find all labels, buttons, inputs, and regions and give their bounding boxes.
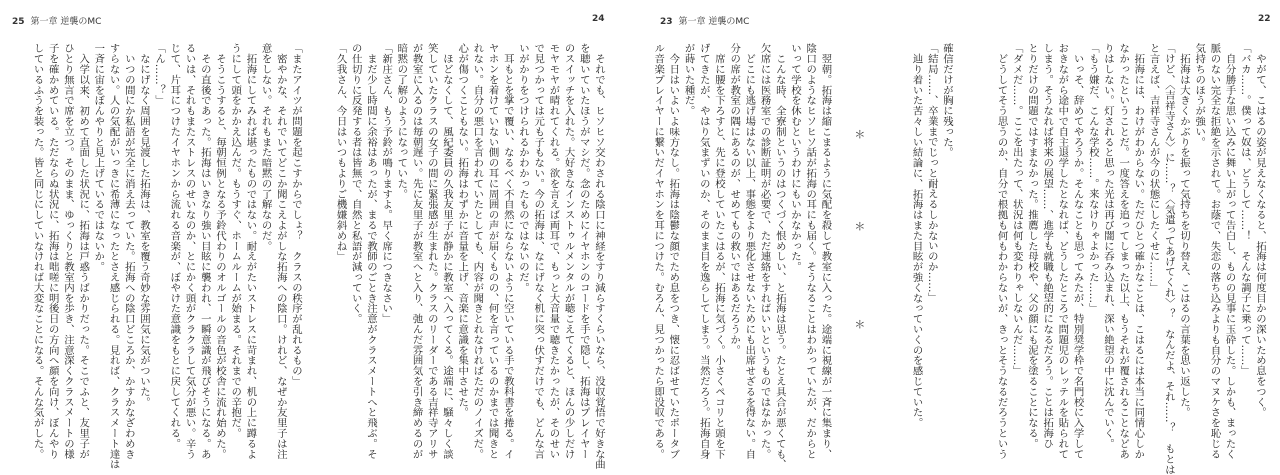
text-line: 「またアイツが問題を起こすからでしょ？ クラスの秩序が乱れるもの」 xyxy=(290,43,302,387)
text-line: いっそ、辞めてやろうか。そんなことも思ってみたが、特別奨学枠で名門校に入学して xyxy=(1071,43,1084,459)
text-line: 気持ちのほうが強い。 xyxy=(1193,43,1206,147)
page-23 xyxy=(640,0,960,470)
page-number: 24 xyxy=(592,14,605,24)
text-line: どうしてそう思うのか、自分で根拠も何もわからないが、きっとそうなるだろうという xyxy=(995,43,1008,459)
text-line: 分の席が教室の隅にあるのが、せめてもの救いではあるだろうか。 xyxy=(728,43,741,355)
text-line: 密やかな、それでいてどこか聞こえよがしな拓海への陰口。けれど、なぜか友里子は注 xyxy=(274,43,287,459)
running-head: 第一章 逆襲のMC xyxy=(30,17,102,27)
text-line: 拓海は大きくかぶりを振って気持ちを切り替え、こはるの言葉を思い返した。 xyxy=(1177,43,1190,418)
section-break xyxy=(832,43,908,429)
text-line: 「もう嫌だ、こんな学校……。来なけりゃよかった……」 xyxy=(1086,43,1099,314)
body-text xyxy=(650,43,954,470)
text-line: 確信だけが胸に残った。 xyxy=(941,43,953,158)
text-line: とりだけの問題ではすまなかった。推薦した母校や、父の顔にも泥を塗ることになる。 xyxy=(1025,43,1038,449)
text-line: を聴いていたほうがマシだ。念のためにイヤホンのコードを手で隠し、拓海はプレイヤー xyxy=(577,43,590,459)
text-line: 子を確かめている。ただならぬ状況に、拓海は咄嗟に明後日の方向へ顔を向け、ぼんやり xyxy=(46,43,59,459)
text-line: と言えば、吉祥寺さんが今の状態にしたくせに……」 xyxy=(1147,43,1160,293)
text-line: げてきたが、やはり気まずいのか、そのまま目を逸らしてしまう。当然だろう。拓海自身 xyxy=(697,43,710,459)
text-line: まだ少し時間に余裕はあったが、まるで教師のごとき注意がクラスメートへと飛ぶ。そ xyxy=(364,43,377,459)
text-line: りはしない。灯されると思った光は再び闇に呑み込まれ、深い絶望の中に沈んでいく。 xyxy=(1101,43,1114,449)
text-line: が教室に入るのは毎朝遅い。先に友里子が教室へと入り、弛んだ雰囲気を引き締めるのが xyxy=(410,43,423,459)
text-line: 拓海にしてみれば堪ったものではない。耐えがたいストレスに苛まれ、机の上に蹲るよ xyxy=(244,43,257,459)
text-line: 席に腰を下ろすと、先に登校していたこはるが、拓海に気づく。小さくペコリと頭を下 xyxy=(712,43,725,459)
text-line: のスイッチを入れた。大好きなインストゥルメンタルが聴こえてくると、ほんの少しだけ xyxy=(562,43,575,459)
text-line: るいは、それもまたストレスのせいなのか、とにかく頭がクラクラして気分が悪い。辛う xyxy=(183,43,196,459)
text-line: 欠席には医務室での診断証明が必要で、ただ連絡をすればいいというものではなかった。 xyxy=(758,43,771,459)
text-line: そうこうすると、毎朝恒例となる予鈴代わりのオルゴールの音色が校舎に流れ始めた。 xyxy=(213,43,226,459)
text-line: いつの間にか私語が完全に消え去っていた。拓海への陰口どころか、かすかなざわめき xyxy=(122,43,135,459)
running-head: 第一章 逆襲のMC xyxy=(678,17,750,27)
text-line: ル音楽プレイヤーに繋いだイヤホンを耳につけた。むろん、見つかったら即没収である。 xyxy=(652,43,665,459)
text-line: 入学以来、初めて直面した状況に、拓海は戸惑うばかりだった。そこでふと、友里子が xyxy=(77,43,90,459)
text-line: 自分勝手な思い込みに舞い上がって告白し、ものの見事に玉砕した。しかも、まったく xyxy=(1223,43,1236,459)
asterisk-divider: ＊ xyxy=(854,220,866,233)
text-line: ひとり無言で席を立つ。そのまま、ゆっくりと教室内を歩き、注意深くクラスメートの様 xyxy=(61,43,74,459)
text-line: いって学校を休むというわけにもいかなかった。 xyxy=(788,43,801,272)
page-header xyxy=(660,14,749,27)
text-line: なにげなく周囲を見渡した拓海は、教室を覆う奇妙な雰囲気に気がついた。 xyxy=(137,43,150,407)
text-line: 心が傷つくこともない。拓海はわずかに音量を上げ、音楽に意識を集中させた。 xyxy=(456,43,469,418)
text-line: が蒔いた種だ。 xyxy=(682,43,695,116)
text-line: 「バカ……。僕って奴は、どうして……！ そんな調子に乗って……」 xyxy=(1238,43,1251,376)
text-line: 「けど、〈吉祥寺さん〉に……？〈気遣ってあげてくれ〉？ なんだよ、それ……？ もとは xyxy=(1162,43,1175,475)
body-text xyxy=(29,43,303,470)
text-line: 拓海には、わけがわからない。ただひとつ確かなことは、こはるには本当に同情心しか xyxy=(1132,43,1145,459)
body-text xyxy=(332,43,606,470)
text-line: 「ん……？」 xyxy=(153,43,166,106)
page-number: 22 xyxy=(1258,14,1271,24)
text-line: こんな時、全寮制というのはつくづく恨めしい、と拓海は思う。たとえ具合が悪くても、 xyxy=(773,43,786,470)
text-line: 「ダメだ……。ここを出たって、状況は何も変わりゃしないんだ……」 xyxy=(1010,43,1023,376)
text-line: なかったということだ。一度答えを追ってしまった以上、もうそれが覆されることなどあ xyxy=(1117,43,1130,459)
text-line: やがて、こはるの姿が見えなくなると、拓海は何度目かの深いため息をつく。 xyxy=(1254,43,1266,418)
text-line: 笑していたクラスの女子の間に緊張感が生まれた。クラスのリーダーである吉祥寺アリサ xyxy=(425,43,438,459)
text-line: いがかりをつけられるかわかったものではないのだ。 xyxy=(516,43,529,293)
page-22 xyxy=(960,0,1280,475)
text-line: 翌朝。拓海は縮こまるように気配を殺して教室に入った。途端に視線が一斉に集まり、 xyxy=(819,43,832,459)
asterisk-divider: ＊ xyxy=(854,128,866,141)
page-25 xyxy=(0,0,320,470)
text-line: それでも、ヒソヒソ交わされる陰口に神経をすり減らすくらいなら、没収覚悟で好きな曲 xyxy=(593,43,605,470)
text-line: ヤホンを着けていない側の耳に周囲の声が届くものの、何を言っているのかまでは聞きと xyxy=(486,43,499,459)
text-line: 意をしない。それもまた暗黙の了解なのだ。 xyxy=(259,43,272,251)
text-line: 一斉に宙をぼんやりと見上げているではないか。 xyxy=(92,43,105,272)
text-line: ほどなくして、風紀委員の久我友里子が静かに教室へ入ってくる。途端に、騒々しく談 xyxy=(440,43,453,459)
text-line: 今日はいよいよ味方なし。拓海は陰鬱な顔でため息をつき、懐に忍ばせていたポータブ xyxy=(667,43,680,459)
page-number: 23 xyxy=(660,17,673,27)
text-line: その直後であった。拓海はいきなり強い目眩に襲われ、一瞬意識が飛びそうになる。あ xyxy=(198,43,211,459)
asterisk-divider: ＊ xyxy=(854,318,866,331)
text-line: モヤモヤが晴れてくれる。欲を言えば両耳で、もっと大音量で聴きたかったが、そのせい xyxy=(547,43,560,459)
text-line: で見つかっては元も子もない。今の拓海は、なにげなく机に突っ伏すだけでも、どんな言 xyxy=(532,43,545,459)
text-line: れない。自分の悪口を言われていたとしても、内容が聞きとれなければただのノイズだ。 xyxy=(471,43,484,459)
text-line: すらない。人の気配がいっきに希薄になったとさえ感じられる。見れば、クラスメート達は xyxy=(107,43,120,470)
text-line: じて、片耳につけたイヤホンから流れる音楽が、ぼやけた意識をもとに戻してくれる。 xyxy=(168,43,181,449)
text-line: 「結局……、卒業までじっと耐えるしかないのか……」 xyxy=(925,43,938,303)
page-header xyxy=(1258,14,1277,24)
page-header xyxy=(12,14,101,27)
text-line: 耳もとを掌で覆い、なるべく不自然にならないように空いている手で教科書を捲る。イ xyxy=(501,43,514,459)
text-line: うにして頭をかかえ込んだ。もうすぐ、ホームルームが始まる。それまでの辛抱だ。 xyxy=(229,43,242,439)
text-line: 陰口のようなヒソヒソ話が拓海の耳にも届く。そうなることはわかっていたが、だからと xyxy=(804,43,817,459)
text-line: どこにも逃げ場はない以上、事態をより悪化させないためにも出席せざるを得ない。自 xyxy=(743,43,756,459)
text-line: 「久我さん、今日はいつもよりご機嫌斜めね」 xyxy=(334,43,347,262)
body-text xyxy=(993,43,1267,475)
page-header xyxy=(592,14,611,24)
text-line: おきながら途中で自主退学したとなれば、どうしたところで問題児のレッテルを貼られて xyxy=(1056,43,1069,459)
text-line: しまう。そうなれば将来の展望……、進学も就職も絶望的になるだろう。ことは拓海ひ xyxy=(1041,43,1054,449)
text-line: の仕切りに反発する者は皆無で、自然と私語が減っていく。 xyxy=(349,43,362,324)
page-24 xyxy=(320,0,640,470)
text-line: 辿り着いた苦々しい結論に、拓海はまた目眩が強くなっていくのを感じていた。 xyxy=(910,43,923,428)
text-line: 「新庄さん、もう予鈴が鳴りますよ。早く席につきなさい」 xyxy=(380,43,393,324)
text-line: 暗黙の了解のようになっていた。 xyxy=(395,43,408,199)
text-line: 脈のない完全な拒絶を示されて。お蔭で、失恋の落ち込みよりも自分のマヌケさを恥じる xyxy=(1208,43,1221,459)
page-number: 25 xyxy=(12,17,25,27)
text-line: しているふうを装った。皆と同じにしていなければ大変なことになる。そんな気がした。 xyxy=(31,43,44,459)
